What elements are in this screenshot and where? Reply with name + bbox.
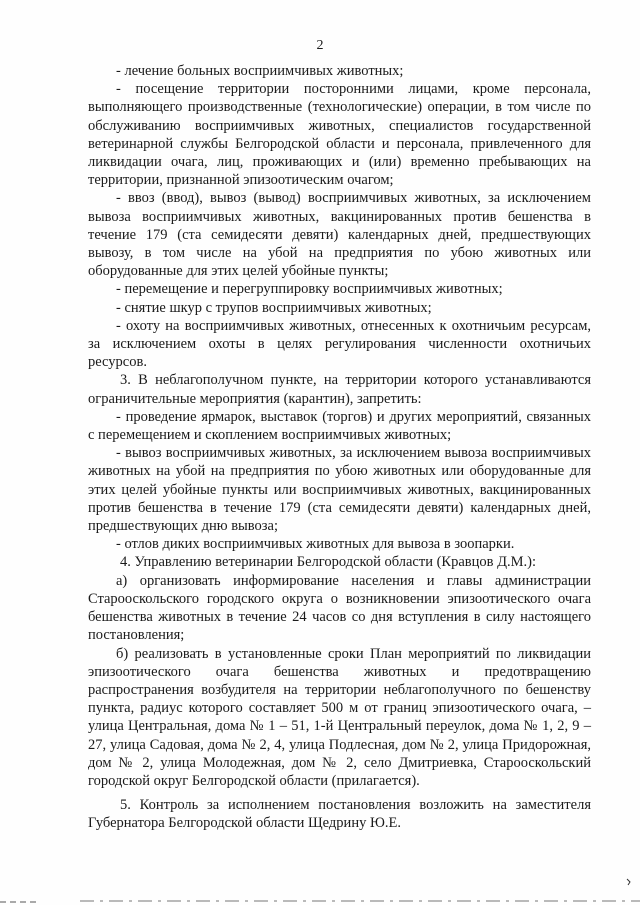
document-body (88, 62, 591, 833)
paragraph-item-3: 3. В неблагополучном пункте, на территории которого устанавливаются ограничительные мероприятия (карантин), запретить: (88, 372, 591, 407)
paragraph-ban-treatment: - лечение больных восприимчивых животных; (116, 63, 404, 79)
page-number: 2 (316, 38, 324, 53)
scan-edge-artifact (0, 897, 640, 905)
paragraph-item-4b: б) реализовать в установленные сроки План мероприятий по ликвидации эпизоотического очага бешенства животных и предотвращению распространения возбудителя на территории неблагополучного по бешенству пункта, радиус которого составляет 500 м от границ эпизоотического очага, – улица Центральная, дома № 1 – 51, 1-й Центральный переулок, дома № 1, 2, 9 – 27, улица Садовая, дома № 2, 4, улица Подлесная, дом № 2, улица Придорожная, дом № 2, улица Молодежная, дом № 2, село Дмитриевка, Старооскольский городской округ Белгородской области (прилагается). (88, 645, 591, 789)
paragraph-ban-capture: - отлов диких восприимчивых животных для вывоза в зоопарки. (116, 536, 515, 553)
scan-mark (626, 878, 632, 886)
paragraph-ban-hunting: - охоту на восприимчивых животных, отнесенных к охотничьим ресурсам, за исключением охоты в целях регулирования численности охотничьих ресурсов. (88, 317, 591, 371)
paragraph-ban-removal: - вывоз восприимчивых животных, за исключением вывоза восприимчивых животных на убой на предприятия по убою животных или оборудованные для этих целей убойные пункты или восприимчивых животных, вакцинированных против бешенства в течение 179 (ста семидесяти девяти) календарных дней, предшествующих дню вывоза; (88, 445, 591, 535)
paragraph-item-4a: а) организовать информирование населения и главы администрации Старооскольского городского округа о возникновении эпизоотического очага бешенства животных в течение 24 часов со дня вступления в силу настоящего постановления; (88, 572, 591, 644)
paragraph-ban-skinning: - снятие шкур с трупов восприимчивых животных; (116, 299, 432, 316)
paragraph-item-5: 5. Контроль за исполнением постановления возложить на заместителя Губернатора Белгородской области Щедрину Ю.Е. (88, 797, 591, 832)
paragraph-ban-import-export: - ввоз (ввод), вывоз (вывод) восприимчивых животных, за исключением вывоза восприимчивых животных, вакцинированных против бешенства в течение 179 (ста семидесяти девяти) календарных дней, предшествующих вывозу, в том числе на убой на предприятия по убою животных или оборудованные для этих целей убойные пункты; (88, 190, 591, 280)
paragraph-ban-movement: - перемещение и перегруппировку восприимчивых животных; (116, 281, 503, 298)
paragraph-ban-visits: - посещение территории посторонними лицами, кроме персонала, выполняющего производственные (технологические) операции, в том числе по обслуживанию восприимчивых животных, специалистов государственной ветеринарной службы Белгородской области и персонала, привлеченного для ликвидации очага, лиц, проживающих и (или) временно пребывающих на территории, признанной эпизоотическим очагом; (88, 81, 591, 189)
paragraph-item-4: 4. Управлению ветеринарии Белгородской области (Кравцов Д.М.): (120, 554, 536, 571)
paragraph-ban-fairs: - проведение ярмарок, выставок (торгов) и других мероприятий, связанных с перемещением и скоплением восприимчивых животных; (88, 408, 591, 444)
